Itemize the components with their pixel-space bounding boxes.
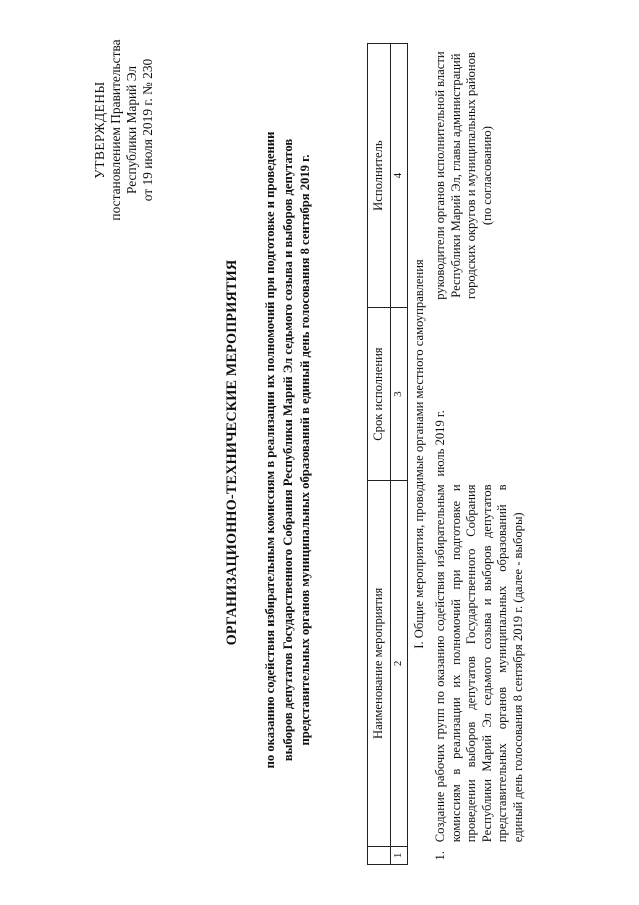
row-measure-name: Создание рабочих групп по оказанию содействия избирательным комиссиям в реализации их полномочий при подготовке и проведении выборов депутатов Государственного Собрания Республики Марий Эл седьмого созыва и выборов депутатов представительных органов муниципальных образований в единый день голосования 8 сентября 2019 г. (далее - выборы) — [433, 484, 525, 843]
column-number-4: 4 — [391, 44, 408, 308]
measures-table — [367, 43, 526, 865]
approval-line-decree: постановлением Правительства — [108, 39, 123, 221]
section-heading: I. Общие мероприятия, проводимые органами местного самоуправления — [411, 259, 426, 649]
column-number-2: 2 — [391, 480, 408, 846]
approval-title: УТВЕРЖДЕНЫ — [92, 81, 107, 179]
approval-line-republic: Республики Марий Эл — [124, 65, 139, 195]
subtitle-line-3: представительных органов муниципальных образований в единый день голосования 8 сентября 2019 г. — [298, 154, 312, 746]
document-subtitle — [262, 50, 315, 850]
section-heading-row — [407, 44, 433, 865]
subtitle-line-1: по оказанию содействия избирательным комиссиям в реализации их полномочий при подготовке и проведении — [263, 131, 277, 769]
row-deadline: июль 2019 г. — [433, 410, 447, 477]
table-row — [433, 44, 526, 865]
column-number-3: 3 — [391, 308, 408, 481]
row-executor: руководители органов исполнительной власти Республики Марий Эл, главы администраций городских округов и муниципальных районов (по согласованию) — [433, 51, 494, 300]
table-header-row — [368, 44, 391, 865]
header-measure-name: Наименование мероприятия — [368, 480, 391, 846]
header-deadline: Срок исполнения — [368, 308, 391, 481]
column-number-1: 1 — [391, 846, 408, 864]
header-number — [368, 846, 391, 864]
approval-stamp — [92, 35, 156, 225]
header-executor: Исполнитель — [368, 44, 391, 308]
document-title: ОРГАНИЗАЦИОННО-ТЕХНИЧЕСКИЕ МЕРОПРИЯТИЯ — [224, 259, 240, 646]
approval-line-date: от 19 июля 2019 г. № 230 — [140, 58, 155, 202]
table-number-row — [391, 44, 408, 865]
subtitle-line-2: выборов депутатов Государственного Собрания Республики Марий Эл седьмого созыва и выборов депутатов — [280, 138, 295, 762]
row-number: 1. — [433, 851, 447, 861]
